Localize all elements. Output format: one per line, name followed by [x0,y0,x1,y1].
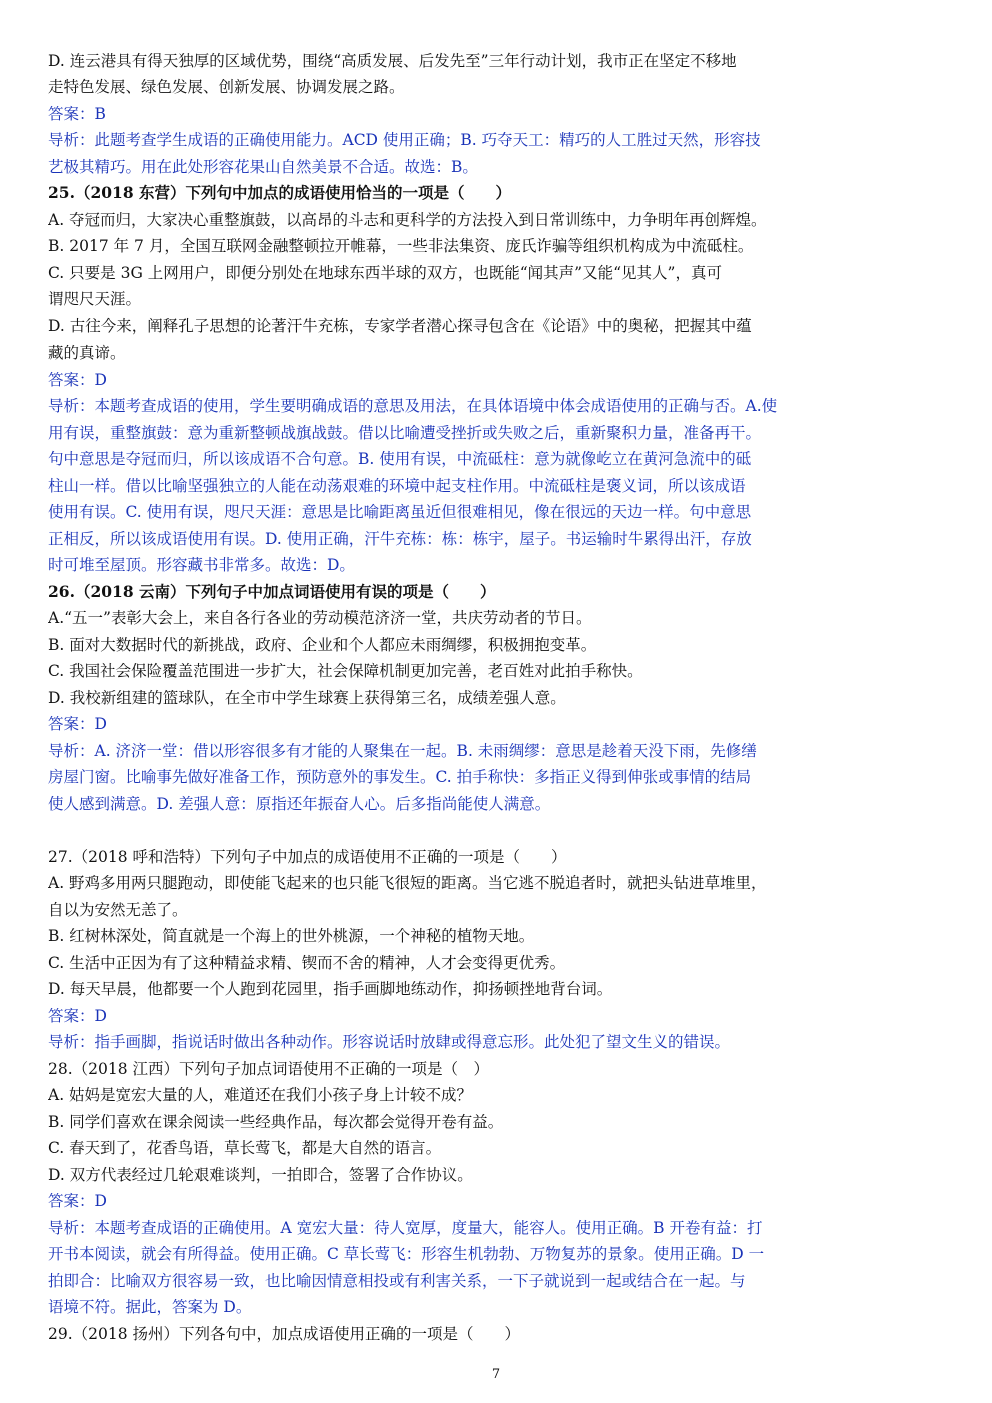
text-line: B. 面对大数据时代的新挑战，政府、企业和个人都应未雨绸缪，积极拥抱变革。 [48,636,597,654]
text-line: D. 双方代表经过几轮艰难谈判，一拍即合，签署了合作协议。 [48,1166,473,1184]
text-line: D. 我校新组建的篮球队，在全市中学生球赛上获得第三名，成绩差强人意。 [48,689,566,707]
text-line: 艺极其精巧。用在此处形容花果山自然美景不合适。故选：B。 [48,158,478,176]
text-line: 自以为安然无恙了。 [48,901,188,919]
text-line: B. 2017 年 7 月，全国互联网金融整顿拉开帷幕，一些非法集资、庞氏诈骗等组织机构成为中流砥柱。 [48,237,754,255]
text-line: 正相反，所以该成语使用有误。D. 使用正确，汗牛充栋：栋：栋宇，屋子。书运输时牛累得出汗，存放 [48,530,752,548]
text-line: B. 红树林深处，简直就是一个海上的世外桃源，一个神秘的植物天地。 [48,927,535,945]
text-line: 28.（2018 江西）下列句子加点词语使用不正确的一项是（ ） [48,1060,490,1078]
text-line: D. 连云港具有得天独厚的区域优势，围绕“高质发展、后发先至”三年行动计划，我市正在坚定不移地 [48,52,737,70]
page-number: 7 [491,1367,501,1382]
text-line: 导析：本题考查成语的正确使用。A 宽宏大量：待人宽厚，度量大，能容人。使用正确。B 开卷有益：打 [48,1219,763,1237]
text-line: D. 每天早晨，他都要一个人跑到花园里，指手画脚地练动作，抑扬顿挫地背台词。 [48,980,613,998]
text-line: 藏的真谛。 [48,344,126,362]
text-line: 导析：本题考查成语的使用，学生要明确成语的意思及用法，在具体语境中体会成语使用的正确与否。A.使 [48,397,778,415]
text-line: 开书本阅读，就会有所得益。使用正确。C 草长莺飞：形容生机勃勃、万物复苏的景象。使用正确。D 一 [48,1245,765,1263]
text-line: A. 夺冠而归，大家决心重整旗鼓，以高昂的斗志和更科学的方法投入到日常训练中，力争明年再创辉煌。 [48,211,767,229]
text-line: 柱山一样。借以比喻坚强独立的人能在动荡艰难的环境中起支柱作用。中流砥柱是褒义词，所以该成语 [48,477,746,495]
text-line: 时可堆至屋顶。形容藏书非常多。故选：D。 [48,556,355,574]
text-line: B. 同学们喜欢在课余阅读一些经典作品，每次都会觉得开卷有益。 [48,1113,504,1131]
text-line: C. 生活中正因为有了这种精益求精、锲而不舍的精神，人才会变得更优秀。 [48,954,566,972]
text-line: 导析：指手画脚，指说话时做出各种动作。形容说话时放肆或得意忘形。此处犯了望文生义的错误。 [48,1033,731,1051]
text-line: 25.（2018 东营）下列句中加点的成语使用恰当的一项是（ ） [48,183,512,202]
text-line: 用有误，重整旗鼓：意为重新整顿战旗战鼓。借以比喻遭受挫折或失败之后，重新聚积力量，准备再干。 [48,424,762,442]
text-line: 导析：A. 济济一堂：借以形容很多有才能的人聚集在一起。B. 未雨绸缪：意思是趁着天没下雨，先修缮 [48,742,757,760]
text-line: 使用有误。C. 使用有误，咫尺天涯：意思是比喻距离虽近但很难相见，像在很远的天边一样。句中意思 [48,503,752,521]
text-line: 使人感到满意。D. 差强人意：原指还年振奋人心。后多指尚能使人满意。 [48,795,551,813]
text-line: 房屋门窗。比喻事先做好准备工作，预防意外的事发生。C. 拍手称快：多指正义得到伸张或事情的结局 [48,768,752,786]
text-line: D. 古往今来，阐释孔子思想的论著汗牛充栋，专家学者潜心探寻包含在《论语》中的奥秘，把握其中蕴 [48,317,752,335]
text-line: 语境不符。据此，答案为 D。 [48,1298,252,1316]
text-line: 拍即合：比喻双方很容易一致，也比喻因情意相投或有利害关系，一下子就说到一起或结合在一起。与 [48,1272,746,1290]
text-line: 句中意思是夺冠而归，所以该成语不合句意。B. 使用有误，中流砥柱：意为就像屹立在黄河急流中的砥 [48,450,752,468]
text-line: C. 只要是 3G 上网用户，即便分别处在地球东西半球的双方，也既能“闻其声”又能“见其人”，真可 [48,264,722,282]
text-line: C. 春天到了，花香鸟语，草长莺飞，都是大自然的语言。 [48,1139,442,1157]
text-line: 27.（2018 呼和浩特）下列句子中加点的成语使用不正确的一项是（ ） [48,848,567,866]
text-line: 29.（2018 扬州）下列各句中，加点成语使用正确的一项是（ ） [48,1325,521,1343]
text-line: 走特色发展、绿色发展、创新发展、协调发展之路。 [48,78,405,96]
text-line: C. 我国社会保险覆盖范围进一步扩大，社会保障机制更加完善，老百姓对此拍手称快。 [48,662,643,680]
text-line: A. 姑妈是宽宏大量的人，难道还在我们小孩子身上计较不成？ [48,1086,473,1104]
text-line: A. 野鸡多用两只腿跑动，即使能飞起来的也只能飞很短的距离。当它逃不脱追者时，就把头钻进草堆里， [48,874,767,892]
text-line: 答案：D [48,371,107,389]
text-line: 26.（2018 云南）下列句子中加点词语使用有误的项是（ ） [48,582,496,601]
text-line: 导析：此题考查学生成语的正确使用能力。ACD 使用正确；B. 巧夺天工：精巧的人工胜过天然，形容技 [48,131,761,149]
text-line: 谓咫尺天涯。 [48,290,142,308]
text-line: 答案：D [48,1192,107,1210]
text-line: 答案：D [48,1007,107,1025]
text-line: 答案：D [48,715,107,733]
text-line: 答案：B [48,105,106,123]
text-line: A.“五一”表彰大会上，来自各行各业的劳动模范济济一堂，共庆劳动者的节日。 [48,609,592,627]
